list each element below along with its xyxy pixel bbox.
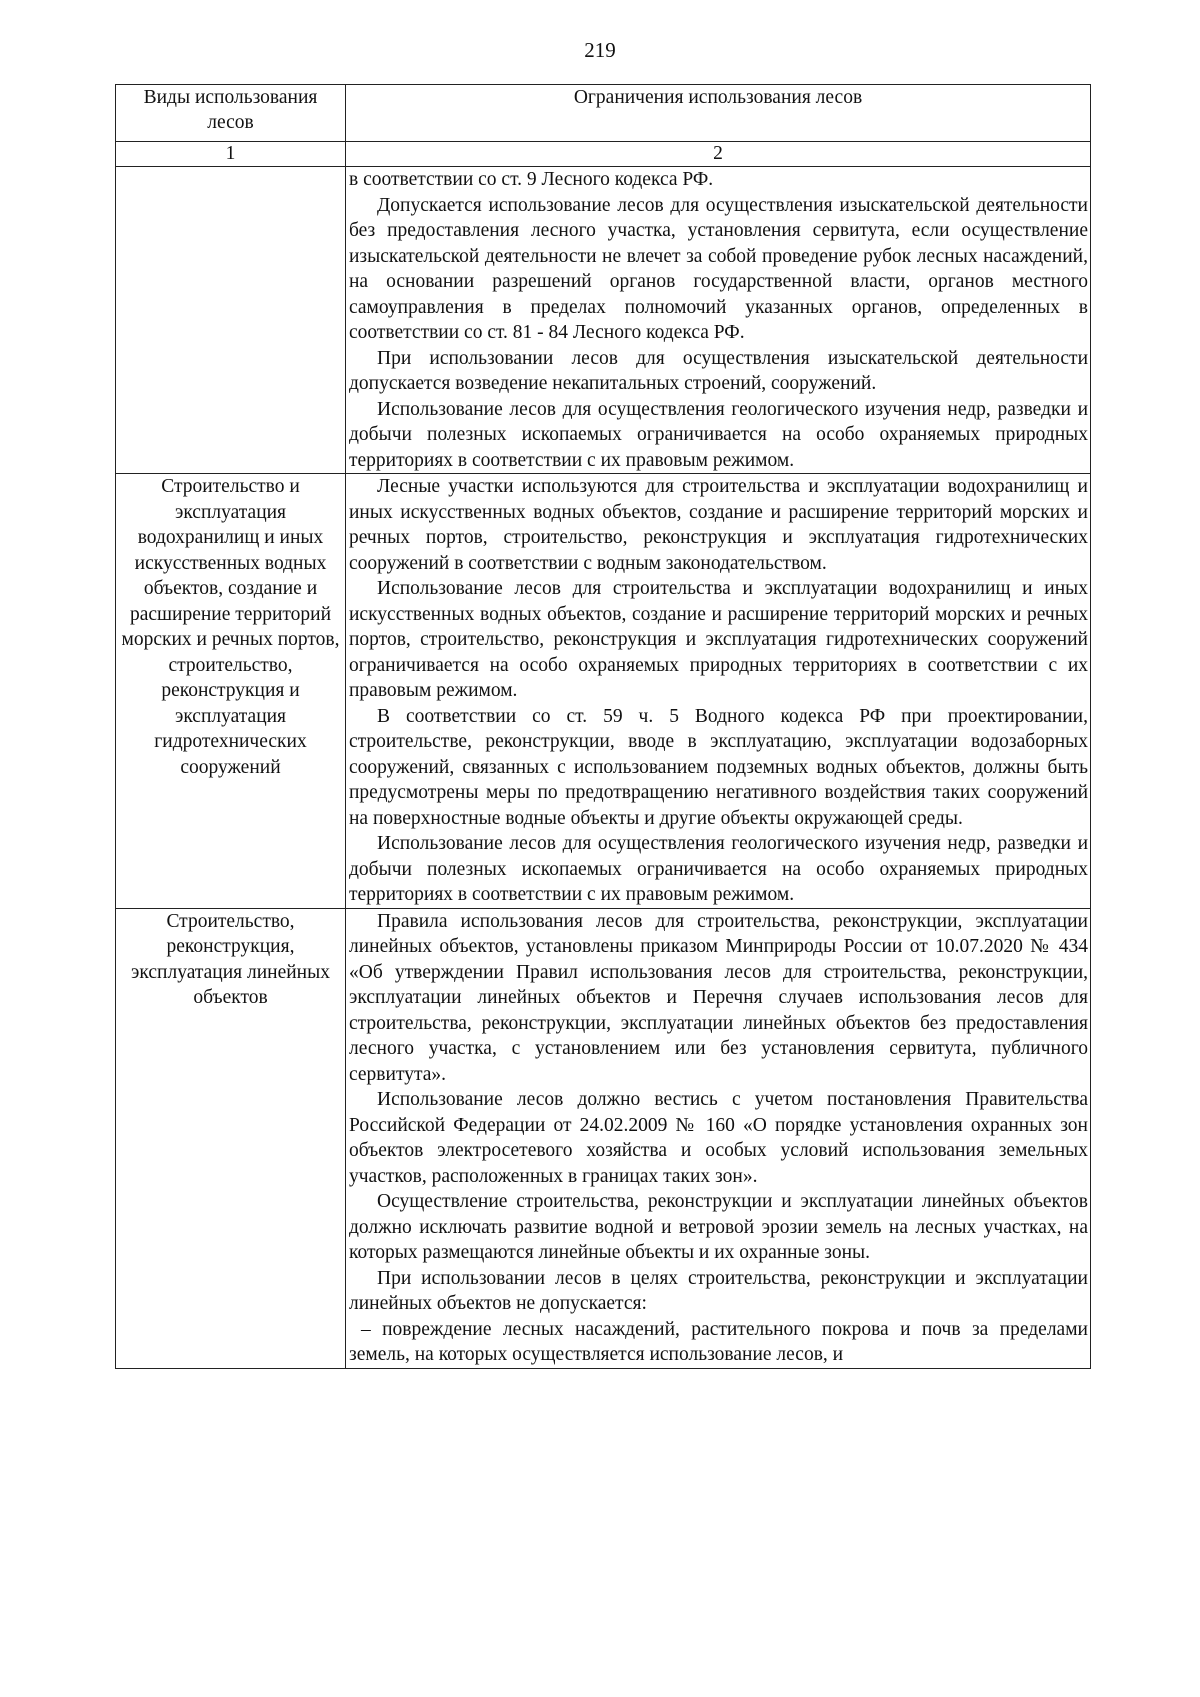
column-number-1: 1 — [116, 142, 346, 167]
column-number-2: 2 — [346, 142, 1091, 167]
restriction-paragraph: В соответствии со ст. 59 ч. 5 Водного кодекса РФ при проектировании, строительстве, реконструкции, вводе в эксплуатацию, эксплуатации водозаборных сооружений, связанных с использованием подземных водных объектов, должны быть предусмотрены меры по предотвращению негативного воздействия таких сооружений на поверхностные водные объекты и другие объекты окружающей среды. — [349, 705, 1088, 829]
restriction-paragraph: Допускается использование лесов для осуществления изыскательской деятельности без предоставления лесного участка, установления сервитута, если осуществление изыскательской деятельности не влечет за собой проведение рубок лесных насаждений, на основании разрешений органов государственной власти, органов местного самоуправления в пределах полномочий указанных органов, определенных в соответствии со ст. 81 - 84 Лесного кодекса РФ. — [349, 194, 1088, 343]
restrictions-cell — [346, 908, 1091, 1368]
table-row — [116, 167, 1091, 474]
forest-use-type-cell — [116, 167, 346, 474]
restriction-paragraph: Использование лесов для осуществления геологического изучения недр, разведки и добычи полезных ископаемых ограничивается на особо охраняемых природных территориях в соответствии с их правовым режимом. — [349, 833, 1088, 905]
forest-use-type-cell: Строительство, реконструкция, эксплуатация линейных объектов — [116, 908, 346, 1368]
forest-use-restrictions-table — [115, 84, 1091, 1369]
restriction-paragraph: Осуществление строительства, реконструкции и эксплуатации линейных объектов должно исключать развитие водной и ветровой эрозии земель на лесных участках, на которых размещаются линейные объекты и их охранные зоны. — [349, 1191, 1088, 1263]
restriction-paragraph: При использовании лесов в целях строительства, реконструкции и эксплуатации линейных объектов не допускается: — [349, 1267, 1088, 1314]
table-row — [116, 908, 1091, 1368]
forest-use-type-cell: Строительство и эксплуатация водохранилищ и иных искусственных водных объектов, создание и расширение территорий морских и речных портов, строительство, реконструкция и эксплуатация гидротехнических сооружений — [116, 474, 346, 909]
restriction-paragraph: Правила использования лесов для строительства, реконструкции, эксплуатации линейных объектов, установлены приказом Минприроды России от 10.07.2020 № 434 «Об утверждении Правил использования лесов для строительства, реконструкции, эксплуатации линейных объектов и Перечня случаев использования лесов для строительства, реконструкции, эксплуатации линейных объектов без предоставления лесного участка, с установлением или без установления сервитута, публичного сервитута». — [349, 910, 1088, 1085]
header-col-forest-use-types: Виды использования лесов — [116, 85, 346, 142]
restrictions-cell — [346, 474, 1091, 909]
table-header-row — [116, 85, 1091, 142]
restriction-paragraph: Использование лесов должно вестись с учетом постановления Правительства Российской Федерации от 24.02.2009 № 160 «О порядке установления охранных зон объектов электросетевого хозяйства и особых условий использования земельных участков, расположенных в границах таких зон». — [349, 1089, 1088, 1187]
restriction-paragraph: Использование лесов для осуществления геологического изучения недр, разведки и добычи полезных ископаемых ограничивается на особо охраняемых природных территориях в соответствии с их правовым режимом. — [349, 398, 1088, 471]
page-number: 219 — [584, 38, 616, 62]
restriction-paragraph: Лесные участки используются для строительства и эксплуатации водохранилищ и иных искусственных водных объектов, создание и расширение территорий морских и речных портов, строительство, реконструкция и эксплуатация гидротехнических сооружений в соответствии с водным законодательством. — [349, 476, 1088, 574]
restriction-paragraph: При использовании лесов для осуществления изыскательской деятельности допускается возведение некапитальных строений, сооружений. — [349, 347, 1088, 394]
header-col-restrictions: Ограничения использования лесов — [346, 85, 1091, 142]
restrictions-cell — [346, 167, 1091, 474]
restriction-paragraph: Использование лесов для строительства и эксплуатации водохранилищ и иных искусственных водных объектов, создание и расширение территорий морских и речных портов, строительство, реконструкция и эксплуатация гидротехнических сооружений ограничивается на особо охраняемых природных территориях в соответствии с их правовым режимом. — [349, 578, 1088, 701]
restriction-list-item: – повреждение лесных насаждений, растительного покрова и почв за пределами земель, на которых осуществляется использование лесов, и — [349, 1318, 1088, 1365]
table-row — [116, 474, 1091, 909]
restriction-paragraph: в соответствии со ст. 9 Лесного кодекса РФ. — [349, 169, 714, 190]
table-numbering-row — [116, 142, 1091, 167]
